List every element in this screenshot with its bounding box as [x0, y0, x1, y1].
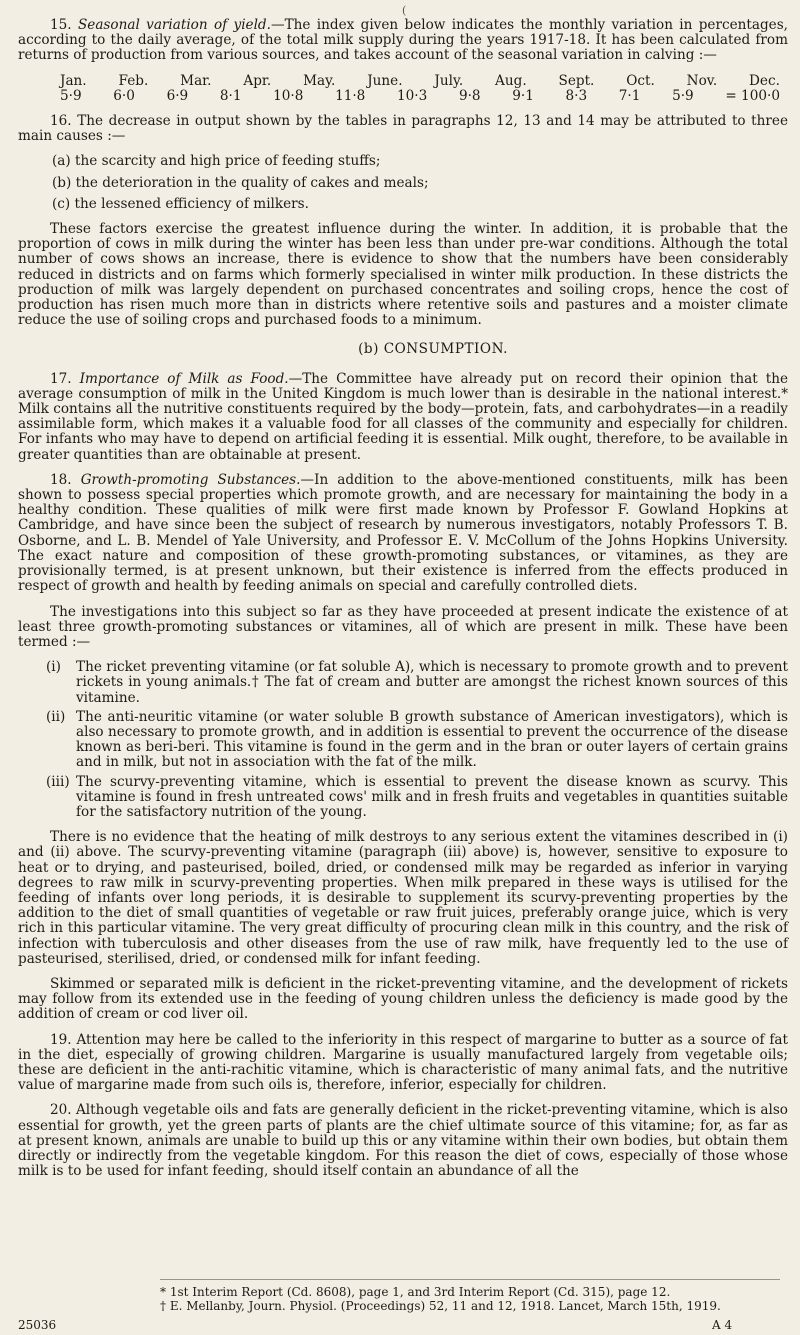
vitamine-text: The anti-neuritic vitamine (or water soluble B growth substance of American investigators), which is also necessary to promote growth, and in addition is essential to prevent the occurrence of the disease known as beri-beri. This vitamine is found in the germ and in the bran or outer layers of certain grains and in milk, but not in association with the fat of the milk.	[76, 708, 788, 771]
cause-item: (a) the scarcity and high price of feeding stuffs;	[52, 153, 381, 170]
cause-item: (c) the lessened efficiency of milkers.	[52, 195, 309, 212]
paragraph-17-title: Importance of Milk as Food.	[79, 370, 289, 387]
footnote: * 1st Interim Report (Cd. 8608), page 1, and 3rd Interim Report (Cd. 315), page 12.	[160, 1285, 671, 1299]
month-value: 8·1	[219, 87, 242, 104]
paragraph-16-followup: These factors exercise the greatest influence during the winter. In addition, it is probable that the proportion of cows in milk during the winter has been less than under pre-war conditions. Although the total number of cows shows an increase, there is evidence to show that the numbers have been considerably reduced in districts and on farms which formerly specialised in winter milk production. In these districts the production of milk was largely dependent on purchased concentrates and soiling crops, hence the cost of production has risen much more than in districts where retentive soils and pastures and a moister climate reduce the use of soiling crops and purchased foods to a minimum.	[18, 221, 788, 329]
month-value: 6·0	[113, 87, 135, 104]
footnote-rule	[160, 1279, 780, 1280]
paragraph-18-number: 18.	[50, 471, 72, 488]
month-value: 5·9	[672, 87, 694, 104]
month-label: June.	[367, 72, 403, 89]
month-value: 7·1	[618, 87, 641, 104]
paragraph-16: 16. The decrease in output shown by the tables in paragraphs 12, 13 and 14 may be attributed to three main causes :—	[18, 113, 788, 145]
month-label: Dec.	[749, 72, 780, 89]
month-label: Sept.	[558, 72, 595, 89]
paragraph-15-number: 15.	[50, 17, 72, 33]
paragraph-evidence: There is no evidence that the heating of milk destroys to any serious extent the vitamines described in (i) and (ii) above. The scurvy-preventing vitamine (paragraph (iii) above) is, however, sensitive to exposure to heat or to drying, and pasteurised, boiled, dried, or condensed milk may be regarded as inferior in varying degrees to raw milk in scurvy-preventing properties. When milk prepared in these ways is utilised for the feeding of infants over long periods, it is desirable to supplement its scurvy-preventing properties by the addition to the diet of small quantities of vegetable or raw fruit juices, preferably orange juice, which is very rich in this particular vitamine. The very great difficulty of procuring clean milk in this country, and the risk of infection with tuberculosis and other diseases from the use of raw milk, have frequently led to the use of pasteurised, sterilised, dried, or condensed milk for infant feeding.	[18, 829, 788, 967]
vitamine-number: (iii)	[46, 773, 70, 790]
month-label: May.	[303, 72, 336, 89]
month-value: 10·8	[273, 87, 304, 104]
month-value: 10·3	[397, 87, 428, 104]
paragraph-19: 19. Attention may here be called to the inferiority in this respect of margarine to butter as a source of fat in the diet, especially of growing children. Margarine is usually manufactured largely from vegetable oils; these are deficient in the anti-rachitic vitamine, which is characteristic of many animal fats, and the nutritive value of margarine made from such oils is, therefore, inferior, especially for children.	[18, 1031, 788, 1094]
total-value: = 100·0	[725, 87, 780, 104]
signature-mark: A 4	[712, 1318, 733, 1332]
month-row	[60, 74, 780, 89]
body-text	[18, 18, 788, 1189]
paragraph-15-text: —The index given below indicates the monthly variation in percentages, according to the daily average, of the total milk supply during the years 1917-18. It has been calculated from returns of production from various sources, and takes account of the seasonal variation in calving :—	[18, 17, 788, 64]
month-label: Mar.	[180, 72, 212, 89]
month-value: 11·8	[335, 87, 366, 104]
month-label: Jan.	[60, 72, 87, 89]
paragraph-17-text: —The Committee have already put on record their opinion that the average consumption of milk in the United Kingdom is much lower than is desirable in the national interest.* Milk contains all the nutritive constituents required by the body—protein, fats, and carbohydrates—in a readily assimilable form, which makes it a valuable food for all classes of the community and especially for children. For infants who may have to depend on artificial feeding it is essential. Milk ought, therefore, to be available in greater quantities than are obtainable at present.	[18, 370, 788, 463]
month-value: 8·3	[565, 87, 588, 104]
paragraph-15	[18, 18, 788, 64]
month-label: Nov.	[686, 72, 718, 89]
month-label: Aug.	[495, 72, 527, 89]
cause-item: (b) the deterioration in the quality of cakes and meals;	[52, 174, 429, 191]
paragraph-18	[18, 473, 788, 595]
section-heading: (b) CONSUMPTION.	[358, 341, 508, 358]
vitamine-item	[46, 660, 788, 706]
paragraph-17-number: 17.	[50, 370, 72, 387]
paragraph-15-title: Seasonal variation of yield.	[77, 17, 271, 33]
vitamine-item	[46, 710, 788, 771]
month-value: 6·9	[166, 87, 189, 104]
vitamine-item	[46, 775, 788, 821]
month-value: 9·8	[458, 87, 481, 104]
month-label: July.	[434, 72, 464, 89]
paragraph-18-text: —In addition to the above-mentioned constituents, milk has been shown to possess special properties which promote growth, and are necessary for maintaining the body in a healthy condition. These qualities of milk were first made known by Professor F. Gowland Hopkins at Cambridge, and have since been the subject of research by numerous investigators, notably Professors T. B. Osborne, and L. B. Mendel of Yale University, and Professor E. V. McCollum of the Johns Hopkins University. The exact nature and composition of these growth-promoting substances, or vitamines, as they are provisionally termed, is at present unknown, but their existence is inferred from the effects produced in respect of growth and health by feeding animals on special and carefully controlled diets.	[18, 471, 788, 595]
footnote: † E. Mellanby, Journ. Physiol. (Proceedings) 52, 11 and 12, 1918. Lancet, March 15th, 1919.	[160, 1299, 721, 1313]
page-marker: (	[402, 4, 407, 17]
paragraph-18-title: Growth-promoting Substances.	[80, 471, 301, 488]
month-label: Oct.	[626, 72, 655, 89]
paragraph-20: 20. Although vegetable oils and fats are generally deficient in the ricket-preventing vitamine, which is also essential for growth, yet the green parts of plants are the chief ultimate source of this vitamine; for, as far as at present known, animals are unable to build up this or any vitamine within their own bodies, but obtain them directly or indirectly from the vegetable kingdom. For this reason the diet of cows, especially of those whose milk is to be used for infant feeding, should itself contain an abundance of all the	[18, 1102, 788, 1180]
vitamine-number: (i)	[46, 659, 61, 676]
month-label: Apr.	[243, 72, 272, 89]
cause-list	[18, 154, 788, 212]
value-row	[60, 89, 780, 104]
vitamine-number: (ii)	[46, 708, 66, 725]
vitamine-text: The scurvy-preventing vitamine, which is essential to prevent the disease known as scurvy. This vitamine is found in fresh untreated cows' milk and in fresh fruits and vegetables in quantities suitable for the satisfactory nutrition of the young.	[76, 773, 788, 820]
paragraph-18-followup: The investigations into this subject so far as they have proceeded at present indicate the existence of at least three growth-promoting substances or vitamines, all of which are present in milk. These have been termed :—	[18, 603, 788, 650]
paragraph-17	[18, 372, 788, 463]
month-label: Feb.	[118, 72, 149, 89]
footnotes	[160, 1285, 760, 1313]
print-code: 25036	[18, 1318, 57, 1332]
month-value: 9·1	[512, 87, 534, 104]
paragraph-skimmed: Skimmed or separated milk is deficient in the ricket-preventing vitamine, and the development of rickets may follow from its extended use in the feeding of young children unless the deficiency is made good by the addition of cream or cod liver oil.	[18, 975, 788, 1023]
month-value: 5·9	[60, 87, 82, 104]
vitamine-text: The ricket preventing vitamine (or fat soluble A), which is necessary to promote growth and to prevent rickets in young animals.† The fat of cream and butter are amongst the richest known sources of this vitamine.	[76, 659, 788, 706]
